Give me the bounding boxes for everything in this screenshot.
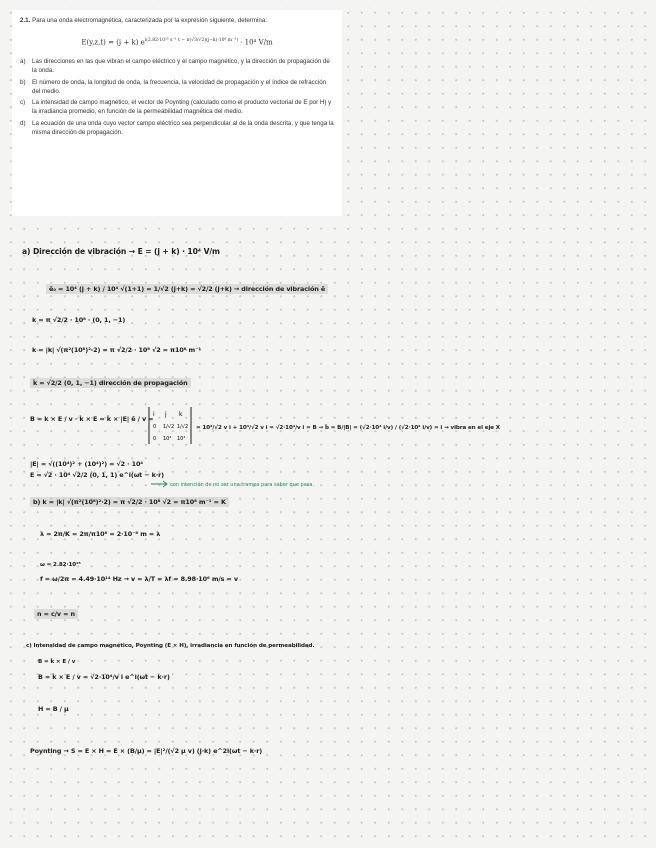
item-text: La intensidad de campo magnético, el vector de Poynting (calculado como el producto vectorial de E por H) y la irradiancia promedio, en función de la permeabilidad magnética del medio. bbox=[32, 99, 332, 115]
matrix-cell: 0 bbox=[153, 424, 157, 430]
matrix-cell: 10⁴ bbox=[177, 436, 186, 442]
problem-statement-card bbox=[12, 10, 342, 216]
notes-b-lambda: λ = 2π/K = 2π/π10⁸ = 2·10⁻⁸ m = λ bbox=[40, 530, 161, 538]
problem-intro-text: Para una onda electromagnética, caracterizada por la expresión siguiente, determina: bbox=[32, 17, 267, 24]
problem-items bbox=[20, 57, 334, 137]
formula-lhs: E(y,z,t) = (j + k) e bbox=[81, 38, 145, 47]
green-margin-note: con intención de no ser una trampa para saber que pasa. bbox=[170, 482, 315, 488]
notes-a-kmod: k = |k| √(π²(10⁸)²·2) = π √2/2 · 10⁸ √2 = π10⁸ m⁻¹ bbox=[32, 346, 202, 354]
matrix-cell: 0 bbox=[153, 436, 157, 442]
item-text: El número de onda, la longitud de onda, la frecuencia, la velocidad de propagación y el índice de refracción del medio. bbox=[32, 78, 327, 95]
formula-amplitude: · 10⁴ V/m bbox=[240, 38, 273, 47]
matrix-cell: j bbox=[165, 411, 167, 418]
item-text: Las direcciones en las que vibran el campo eléctrico y el campo magnético, y la dirección de propagación de la onda. bbox=[32, 58, 330, 74]
problem-item bbox=[20, 119, 334, 137]
item-label: d) bbox=[20, 119, 26, 127]
formula-exponent: i(2.82·10¹⁵ s⁻¹ t − π(√3/√2)(j−k)·10⁸ m⁻¹) bbox=[144, 38, 238, 43]
notes-a-kdir: k̂ = √2/2 (0, 1, −1) dirección de propagación bbox=[30, 378, 191, 388]
matrix-cell: 1/√2 bbox=[177, 424, 189, 430]
notes-c-h: H = B / μ bbox=[38, 705, 69, 713]
notes-c-b2: B = k̂ × E / v = √2·10⁴/v i e^i(ωt − k·r) bbox=[38, 673, 170, 681]
item-label: a) bbox=[20, 58, 26, 65]
problem-intro bbox=[20, 16, 334, 25]
item-text: La ecuación de una onda cuyo vector campo eléctrico sea perpendicular al de la onda descrita, y que tenga la misma dirección de propagación. bbox=[32, 119, 334, 136]
matrix-cell: 1/√2 bbox=[163, 424, 175, 430]
notes-b-n: n = c/v = n bbox=[34, 609, 78, 619]
notes-a-k: k = π √2/2 · 10⁸ · (0, 1, −1) bbox=[32, 316, 126, 324]
notes-b-freq: f = ω/2π = 4.49·10¹⁴ Hz → v = λ/T = λf = 8.98·10⁶ m/s = v bbox=[40, 575, 238, 583]
notes-a-title: a) Dirección de vibración → E = (j + k) · 10⁴ V/m bbox=[22, 247, 220, 256]
notes-a-evec: E = √2 · 10⁴ √2/2 (0, 1, 1) e^i(ωt − k·r) bbox=[30, 471, 164, 479]
problem-item bbox=[20, 57, 334, 75]
matrix-cell: i bbox=[153, 411, 155, 418]
notes-b-omega: ω = 2.82·10¹⁵ bbox=[40, 562, 81, 568]
item-label: c) bbox=[20, 99, 26, 106]
wave-formula bbox=[20, 31, 334, 51]
notes-a-e0: ê₀ = 10⁴ (j + k) / 10⁴ √(1+1) = 1/√2 (j+k) = √2/2 (j+k) → dirección de vibración ê bbox=[46, 284, 328, 294]
determinant-matrix bbox=[147, 406, 193, 446]
problem-item bbox=[20, 98, 334, 116]
notes-c-title: c) Intensidad de campo magnético, Poynting (E × H), irradiancia en función de permeabilidad. bbox=[26, 643, 315, 649]
green-arrow-icon bbox=[150, 480, 170, 488]
notes-a-b-lhs: B = k × E / v · k̂ × E = k̂ × |E| ê / v = bbox=[30, 415, 154, 423]
notes-c-poynting: Poynting → S = E × H = E × (B/μ) = |E|²/(√2 μ v) (j·k) e^2i(ωt − k·r) bbox=[30, 747, 263, 755]
item-label: b) bbox=[20, 78, 26, 86]
matrix-cell: k bbox=[179, 411, 183, 418]
notes-a-emod: |E| = √((10⁴)² + (10⁴)²) = √2 · 10⁴ bbox=[30, 460, 143, 468]
matrix-cell: 10⁴ bbox=[163, 436, 172, 442]
notes-a-b-rhs: = 10⁴/√2 v i + 10⁴/√2 v i = √2·10⁴/v i = B → b̂ = B/|B| = (√2·10⁴ i/v) / (√2·10⁴ i/v) = i → vibra en el eje X bbox=[196, 425, 501, 431]
problem-item bbox=[20, 78, 334, 96]
notes-b-k: b) k = |k| √(π²(10⁸)²·2) = π √2/2 · 10⁸ √2 = π10⁸ m⁻¹ = K bbox=[30, 497, 229, 507]
notes-c-b1: B = k̂ × E / v bbox=[38, 659, 76, 665]
problem-number: 2.1. bbox=[20, 17, 31, 24]
